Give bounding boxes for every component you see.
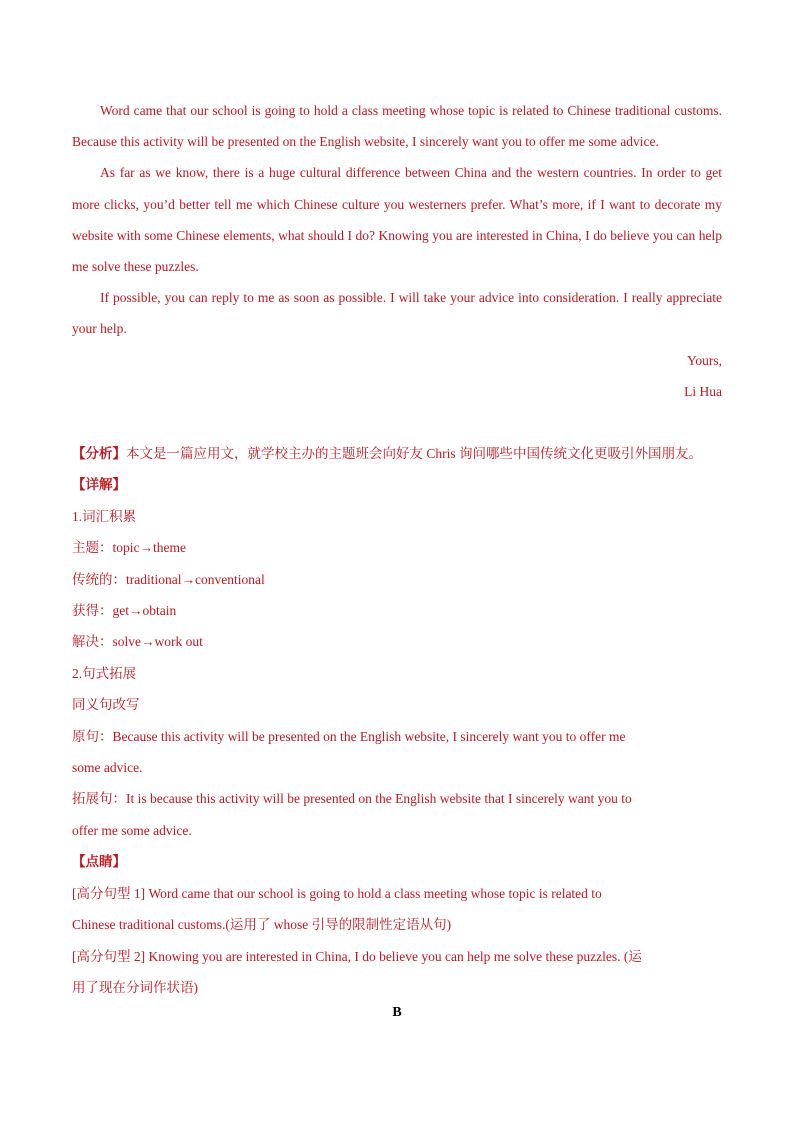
rewrite-heading: 同义句改写	[72, 697, 140, 713]
expanded-sentence: 拓展句：It is because this activity will be presented on the English website that I sincerely want you to	[72, 791, 632, 807]
analysis-text: 本文是一篇应用文，就学校主办的主题班会向好友 Chris 询问哪些中国传统文化更吸引外国朋友。	[126, 446, 703, 461]
original-sentence: 原句：Because this activity will be presented on the English website, I sincerely want you to offer me	[72, 728, 626, 744]
essay	[72, 95, 722, 407]
highlight-item-1-cont: Chinese traditional customs.(运用了 whose 引导的限制性定语从句)	[72, 917, 452, 933]
sentence-heading: 2.句式拓展	[72, 665, 137, 681]
essay-paragraph-2: As far as we know, there is a huge cultural difference between China and the western countries. In order to get more clicks, you’d better tell me which Chinese culture you westerners prefer. What’s more, if I want to decorate my website with some Chinese elements, what should I do? Knowing you are interested in China, I do believe you can help me solve these puzzles.	[72, 165, 722, 275]
vocab-item: 传统的：traditional→conventional	[72, 571, 265, 587]
essay-paragraph-1: Word came that our school is going to hold a class meeting whose topic is related to Chinese traditional customs. Because this activity will be presented on the English website, I sincerely want you to offer me some advice.	[72, 103, 722, 150]
section-mark: B	[392, 1005, 402, 1020]
detail-label: 【详解】	[72, 477, 126, 493]
analysis-label: 【分析】	[72, 446, 126, 461]
highlight-item-1: [高分句型 1] Word came that our school is going to hold a class meeting whose topic is related to	[72, 885, 602, 901]
vocab-item: 解决：solve→work out	[72, 634, 203, 650]
highlight-label: 【点睛】	[72, 854, 126, 870]
original-sentence-cont: some advice.	[72, 760, 143, 776]
essay-signature: Li Hua	[684, 383, 722, 399]
essay-paragraph-3: If possible, you can reply to me as soon as possible. I will take your advice into consideration. I really appreciate your help.	[72, 290, 722, 337]
answer-analysis	[72, 438, 732, 1003]
vocab-item: 主题：topic→theme	[72, 540, 186, 556]
expanded-sentence-cont: offer me some advice.	[72, 822, 192, 838]
essay-closing: Yours,	[686, 352, 722, 368]
vocab-heading: 1.词汇积累	[72, 508, 137, 524]
vocab-item: 获得：get→obtain	[72, 603, 177, 619]
highlight-item-2: [高分句型 2] Knowing you are interested in China, I do believe you can help me solve these puzzles. (运	[72, 948, 642, 964]
highlight-item-2-cont: 用了现在分词作状语)	[72, 979, 198, 995]
analysis-line	[72, 438, 732, 469]
